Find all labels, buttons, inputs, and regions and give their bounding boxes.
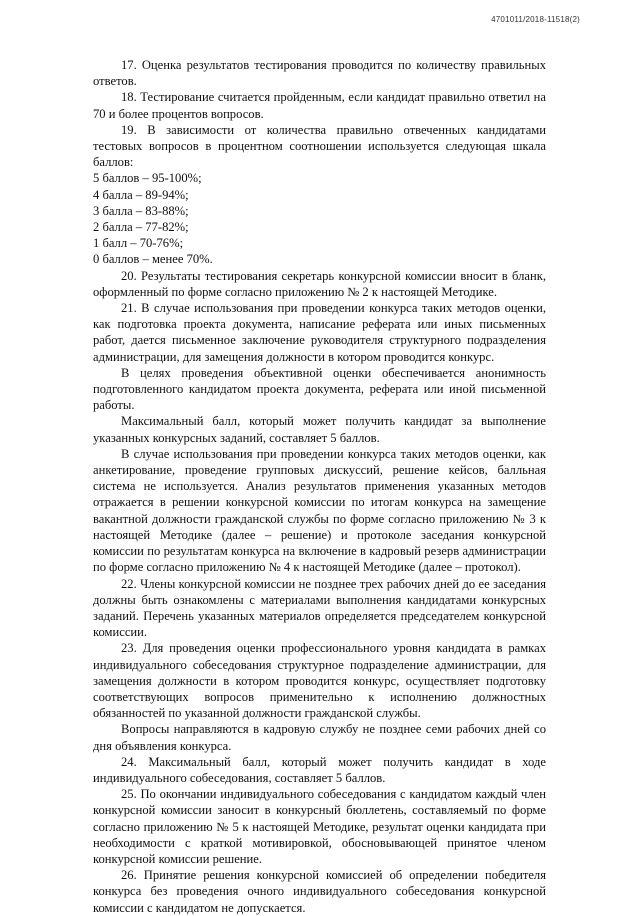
scale-item-5: 5 баллов – 95-100%;	[93, 171, 202, 186]
paragraph-17: 17. Оценка результатов тестирования проводится по количеству правильных ответов.	[93, 58, 546, 89]
paragraph-21: 21. В случае использования при проведении конкурса таких методов оценки, как подготовка проекта документа, написание реферата или иных письменных работ, дается письменное заключение руководителя структурного подразделения администрации, для замещения должности в котором проводится конкурс.	[93, 301, 546, 364]
paragraph-23-questions: Вопросы направляются в кадровую службу не позднее семи рабочих дней со дня объявления конкурса.	[93, 722, 546, 753]
paragraph-22: 22. Члены конкурсной комиссии не позднее трех рабочих дней до ее заседания должны быть ознакомлены с материалами выполнения кандидатами конкурсных заданий. Перечень указанных материалов определяется председателем конкурсной комиссии.	[93, 576, 546, 640]
scale-item-3: 3 балла – 83-88%;	[93, 203, 189, 218]
paragraph-21-max-score: Максимальный балл, который может получить кандидат за выполнение указанных конкурсных заданий, составляет 5 баллов.	[93, 414, 546, 445]
paragraph-21-anonymity: В целях проведения объективной оценки обеспечивается анонимность подготовленного кандидатом проекта документа, реферата или иной письменной работы.	[93, 365, 546, 413]
document-body	[93, 57, 546, 916]
scale-item-0: 0 баллов – менее 70%.	[93, 252, 213, 267]
scale-item-4: 4 балла – 89-94%;	[93, 187, 189, 202]
paragraph-18: 18. Тестирование считается пройденным, если кандидат правильно ответил на 70 и более процентов вопросов.	[93, 90, 546, 121]
scale-item-1: 1 балл – 70-76%;	[93, 236, 184, 251]
paragraph-19: 19. В зависимости от количества правильно отвеченных кандидатами тестовых вопросов в процентном соотношении используется следующая шкала баллов:	[93, 122, 546, 170]
paragraph-21-other-methods: В случае использования при проведении конкурса таких методов оценки, как анкетирование, проведение групповых дискуссий, решение кейсов, балльная система не используется. Анализ результатов применения указанных методов отражается в решении конкурсной комиссии по итогам конкурса на замещение вакантной должности гражданской службы по форме согласно приложению № 3 к настоящей Методике (далее – решение) и протоколе заседания конкурсной комиссии по результатам конкурса на включение в кадровый резерв администрации по форме согласно приложению № 4 к настоящей Методике (далее – протокол).	[93, 446, 546, 575]
document-id: 4701011/2018-11518(2)	[491, 15, 580, 24]
paragraph-20: 20. Результаты тестирования секретарь конкурсной комиссии вносит в бланк, оформленный по форме согласно приложению № 2 к настоящей Методике.	[93, 268, 546, 299]
paragraph-23: 23. Для проведения оценки профессионального уровня кандидата в рамках индивидуального собеседования структурное подразделение администрации, для замещения должности в котором проводится конкурс, осуществляет подготовку соответствующих вопросов применительно к исполнению должностных обязанностей по указанной должности гражданской службы.	[93, 641, 546, 721]
scale-item-2: 2 балла – 77-82%;	[93, 220, 189, 235]
paragraph-26: 26. Принятие решения конкурсной комиссией об определении победителя конкурса без проведения очного индивидуального собеседования конкурсной комиссии с кандидатом не допускается.	[93, 868, 546, 915]
paragraph-25: 25. По окончании индивидуального собеседования с кандидатом каждый член конкурсной комиссии заносит в конкурсный бюллетень, составляемый по форме согласно приложению № 5 к настоящей Методике, результат оценки кандидата при необходимости с краткой мотивировкой, обосновывающей принятое членом конкурсной комиссии решение.	[93, 787, 546, 866]
paragraph-24: 24. Максимальный балл, который может получить кандидат в ходе индивидуального собеседования, составляет 5 баллов.	[93, 754, 546, 785]
